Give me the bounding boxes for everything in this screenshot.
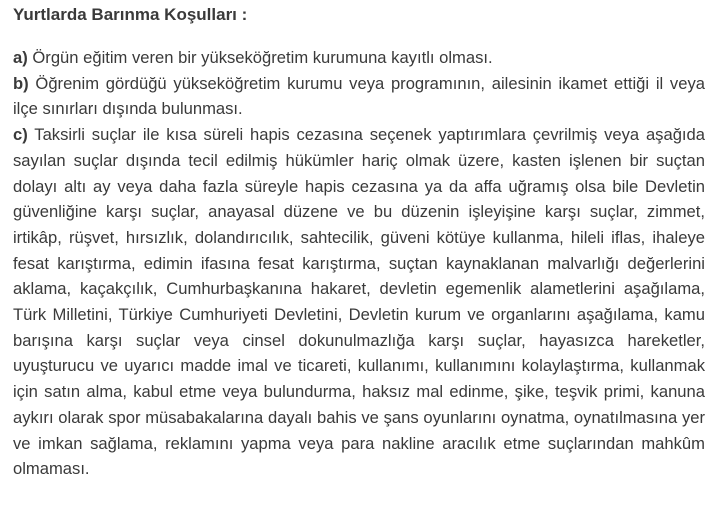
condition-b xyxy=(13,71,705,122)
condition-b-marker: b) xyxy=(13,73,29,93)
condition-c-text: Taksirli suçlar ile kısa süreli hapis cezasına seçenek yaptırımlara çevrilmiş veya aşağıda sayılan suçlar dışında tecil edilmiş hükümler hariç olmak üzere, kasten işlenen bir suçtan dolayı altı ay veya daha fazla süreyle hapis cezasına ya da affa uğramış olsa bile Devletin güvenliğine karşı suçlar, anayasal düzene ve bu düzenin işleyişine karşı suçlar, zimmet, irtikâp, rüşvet, hırsızlık, dolandırıcılık, sahtecilik, güveni kötüye kullanma, hileli iflas, ihaleye fesat karıştırma, edimin ifasına fesat karıştırma, suçtan kaynaklanan malvarlığı değerlerini aklama, kaçakçılık, Cumhurbaşkanına hakaret, devletin egemenlik alametlerini aşağılama, Türk Milletini, Türkiye Cumhuriyeti Devletini, Devletin kurum ve organlarını aşağılama, kamu barışına karşı suçlar veya cinsel dokunulmazlığa karşı suçlar, hayasızca hareketler, uyuşturucu ve uyarıcı madde imal ve ticareti, kullanımı, kullanımını kolaylaştırma, kullanmak için satın alma, kabul etme veya bulundurma, haksız mal edinme, şike, teşvik primi, kanuna aykırı olarak spor müsabakalarına dayalı bahis ve şans oyunlarını oynatma, oynatılmasına yer ve imkan sağlama, reklamını yapma veya para nakline aracılık etme suçlarından mahkûm olmaması. xyxy=(13,125,705,479)
document-body xyxy=(13,3,705,482)
condition-c-marker: c) xyxy=(13,125,28,145)
condition-a-marker: a) xyxy=(13,48,28,67)
condition-b-text: Öğrenim gördüğü yükseköğretim kurumu veya programının, ailesinin ikamet ettiği il veya ilçe sınırları dışında bulunması. xyxy=(13,73,705,119)
condition-a xyxy=(13,45,705,71)
page-title: Yurtlarda Barınma Koşulları : xyxy=(13,5,248,24)
condition-c xyxy=(13,122,705,482)
condition-a-text: Örgün eğitim veren bir yükseköğretim kurumuna kayıtlı olması. xyxy=(32,48,493,67)
